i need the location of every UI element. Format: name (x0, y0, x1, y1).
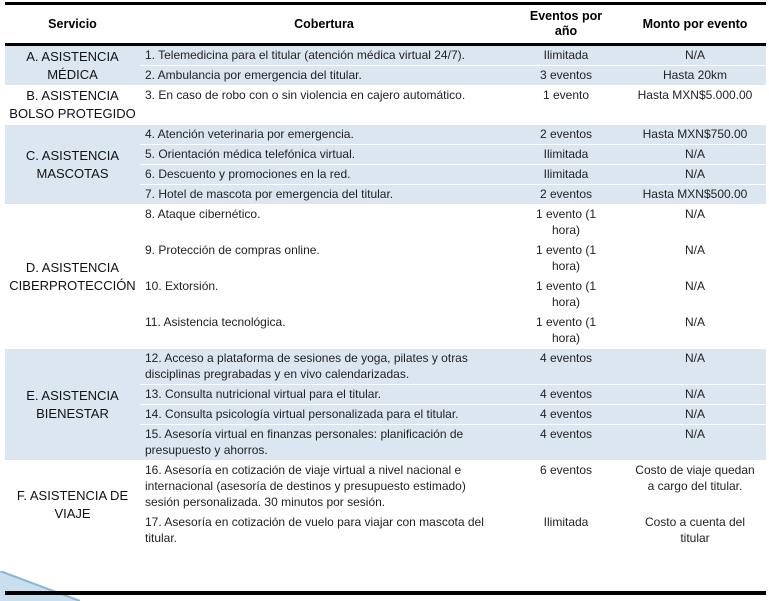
coverage-cell: 6. Descuento y promociones en la red. (140, 165, 508, 185)
column-header-monto-por-evento: Monto por evento (624, 4, 766, 45)
amount-cell: Costo a cuenta del titular (624, 513, 766, 549)
coverage-cell: 12. Acceso a plataforma de sesiones de yoga, pilates y otras disciplinas pregrabadas y en vivo calendarizadas. (140, 349, 508, 385)
coverage-cell: 10. Extorsión. (140, 277, 508, 313)
section-asistencia-bolso-protegido (5, 86, 766, 125)
events-cell: 4 eventos (508, 405, 624, 425)
coverage-cell: 4. Atención veterinaria por emergencia. (140, 125, 508, 145)
coverage-cell: 3. En caso de robo con o sin violencia en cajero automático. (140, 86, 508, 125)
events-cell: Ilimitada (508, 513, 624, 549)
events-cell: 4 eventos (508, 349, 624, 385)
amount-cell: N/A (624, 205, 766, 241)
amount-cell: Hasta MXN$500.00 (624, 185, 766, 205)
service-cell: E. ASISTENCIA BIENESTAR (5, 349, 140, 461)
amount-cell: Hasta MXN$750.00 (624, 125, 766, 145)
section-asistencia-bienestar (5, 349, 766, 461)
events-cell: 3 eventos (508, 66, 624, 86)
amount-cell: N/A (624, 385, 766, 405)
coverage-cell: 16. Asesoría en cotización de viaje virtual a nivel nacional e internacional (asesoría de destinos y presupuesto estimado) sesión personalizada. 30 minutos por sesión. (140, 461, 508, 513)
coverage-cell: 5. Orientación médica telefónica virtual. (140, 145, 508, 165)
amount-cell: N/A (624, 425, 766, 461)
events-cell: Ilimitada (508, 45, 624, 66)
corner-triangle-decoration (0, 571, 80, 601)
table-bottom-border (5, 591, 766, 595)
amount-cell: Hasta MXN$5.000.00 (624, 86, 766, 125)
table-row (5, 45, 766, 66)
table-row (5, 125, 766, 145)
column-header-servicio: Servicio (5, 4, 140, 45)
amount-cell: N/A (624, 405, 766, 425)
section-asistencia-ciberproteccion (5, 205, 766, 349)
table-row (5, 205, 766, 241)
table-row (5, 86, 766, 125)
amount-cell: N/A (624, 165, 766, 185)
coverage-cell: 14. Consulta psicología virtual personalizada para el titular. (140, 405, 508, 425)
coverage-cell: 1. Telemedicina para el titular (atención médica virtual 24/7). (140, 45, 508, 66)
events-cell: 1 evento (1 hora) (508, 313, 624, 349)
coverage-cell: 17. Asesoría en cotización de vuelo para viajar con mascota del titular. (140, 513, 508, 549)
events-cell: 1 evento (1 hora) (508, 277, 624, 313)
amount-cell: N/A (624, 241, 766, 277)
events-cell: 4 eventos (508, 425, 624, 461)
services-coverage-table (5, 2, 766, 548)
section-asistencia-medica (5, 45, 766, 86)
table-row (5, 349, 766, 385)
events-cell: Ilimitada (508, 165, 624, 185)
service-cell: C. ASISTENCIA MASCOTAS (5, 125, 140, 205)
column-header-cobertura: Cobertura (140, 4, 508, 45)
coverage-cell: 13. Consulta nutricional virtual para el titular. (140, 385, 508, 405)
events-cell: Ilimitada (508, 145, 624, 165)
coverage-cell: 2. Ambulancia por emergencia del titular. (140, 66, 508, 86)
service-cell: F. ASISTENCIA DE VIAJE (5, 461, 140, 549)
service-cell: A. ASISTENCIA MÉDICA (5, 45, 140, 86)
events-cell: 1 evento (1 hora) (508, 205, 624, 241)
coverage-cell: 15. Asesoría virtual en finanzas personales: planificación de presupuesto y ahorros. (140, 425, 508, 461)
service-cell: B. ASISTENCIA BOLSO PROTEGIDO (5, 86, 140, 125)
amount-cell: N/A (624, 145, 766, 165)
table-row (5, 461, 766, 513)
coverage-cell: 7. Hotel de mascota por emergencia del titular. (140, 185, 508, 205)
section-asistencia-mascotas (5, 125, 766, 205)
amount-cell: Costo de viaje quedan a cargo del titular. (624, 461, 766, 513)
amount-cell: Hasta 20km (624, 66, 766, 86)
events-cell: 1 evento (1 hora) (508, 241, 624, 277)
header-row (5, 4, 766, 45)
amount-cell: N/A (624, 277, 766, 313)
coverage-cell: 9. Protección de compras online. (140, 241, 508, 277)
events-cell: 2 eventos (508, 125, 624, 145)
service-cell: D. ASISTENCIA CIBERPROTECCIÓN (5, 205, 140, 349)
events-cell: 1 evento (508, 86, 624, 125)
events-cell: 4 eventos (508, 385, 624, 405)
events-cell: 6 eventos (508, 461, 624, 513)
coverage-cell: 11. Asistencia tecnológica. (140, 313, 508, 349)
amount-cell: N/A (624, 349, 766, 385)
events-cell: 2 eventos (508, 185, 624, 205)
column-header-eventos-por-ano: Eventos por año (508, 4, 624, 45)
amount-cell: N/A (624, 313, 766, 349)
amount-cell: N/A (624, 45, 766, 66)
section-asistencia-de-viaje (5, 461, 766, 549)
coverage-cell: 8. Ataque cibernético. (140, 205, 508, 241)
